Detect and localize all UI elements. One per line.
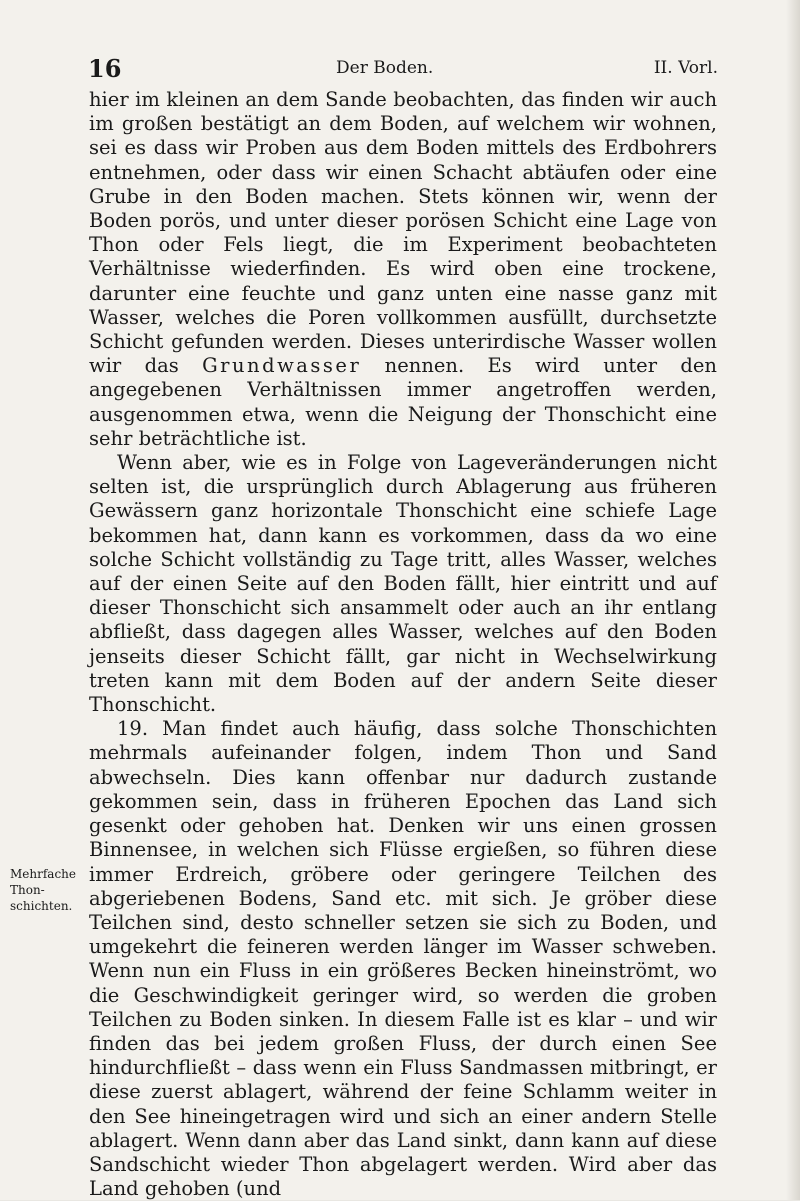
page-number: 16 (88, 54, 122, 83)
page-header (88, 54, 718, 86)
margin-note (10, 866, 85, 914)
paragraph-2: Wenn aber, wie es in Folge von Lageveränderungen nicht selten ist, die ursprünglich durch Ablagerung aus früheren Gewässern ganz horizontale Thonschicht eine schiefe Lage bekommen hat, dann kann es vorkommen, dass da wo eine solche Schicht vollständig zu Tage tritt, alles Wasser, welches auf der einen Seite auf den Boden fällt, hier eintritt und auf dieser Thonschicht sich ansammelt oder auch an ihr entlang abfließt, dass dagegen alles Wasser, welches auf den Boden jenseits dieser Schicht fällt, gar nicht in Wechselwirkung treten kann mit dem Boden auf der andern Seite dieser Thonschicht. (89, 451, 717, 717)
page-edge-shadow (786, 0, 800, 1200)
margin-note-line: Mehrfache (10, 867, 76, 881)
paragraph-1-end: nennen. Es wird unter den angegebenen Verhältnissen immer angetroffen werden, ausgenommen etwa, wenn die Neigung der Thonschicht eine sehr beträchtliche ist. (89, 354, 717, 450)
term-grundwasser: Grundwasser (202, 354, 362, 378)
margin-note-line: schichten. (10, 899, 73, 913)
paragraph-1-start: hier im kleinen an dem Sande beobachten, das finden wir auch im großen bestätigt an dem Boden, auf welchem wir wohnen, sei es dass wir Proben aus dem Boden mittels des Erdbohrers entnehmen, oder dass wir einen Schacht abtäufen oder eine Grube in den Boden machen. Stets können wir, wenn der Boden porös, und unter dieser porösen Schicht eine Lage von Thon oder Fels liegt, die im Experiment beobachteten Verhältnisse wiederfinden. Es wird oben eine trockene, darunter eine feuchte und ganz unten eine nasse ganz mit Wasser, welches die Poren vollkommen ausfüllt, durchsetzte Schicht gefunden werden. Dieses unterirdische Wasser wollen wir das (89, 88, 717, 378)
margin-note-line: Thon- (10, 883, 45, 897)
paragraph-3: 19. Man findet auch häufig, dass solche Thonschichten mehrmals aufeinander folgen, indem Thon und Sand abwechseln. Dies kann offenbar nur dadurch zustande gekommen sein, dass in früheren Epochen das Land sich gesenkt oder gehoben hat. Denken wir uns einen grossen Binnensee, in welchen sich Flüsse ergießen, so führen diese immer Erdreich, gröbere oder geringere Teilchen des abgeriebenen Bodens, Sand etc. mit sich. Je gröber diese Teilchen sind, desto schneller setzen sie sich zu Boden, und umgekehrt die feineren werden länger im Wasser schweben. Wenn nun ein Fluss in ein größeres Becken hineinströmt, wo die Geschwindigkeit geringer wird, so werden die groben Teilchen zu Boden sinken. In diesem Falle ist es klar – und wir finden das bei jedem großen Fluss, der durch einen See hindurchfließt – dass wenn ein Fluss Sandmassen mitbringt, er diese zuerst ablagert, während der feine Schlamm weiter in den See hineingetragen wird und sich an einer andern Stelle ablagert. Wenn dann aber das Land sinkt, dann kann auf diese Sandschicht wieder Thon abgelagert werden. Wird aber das Land gehoben (und (89, 717, 717, 1201)
running-title: Der Boden. (336, 58, 434, 78)
body-text (89, 88, 717, 1201)
paragraph-1 (89, 88, 717, 451)
section-label: II. Vorl. (653, 58, 718, 78)
